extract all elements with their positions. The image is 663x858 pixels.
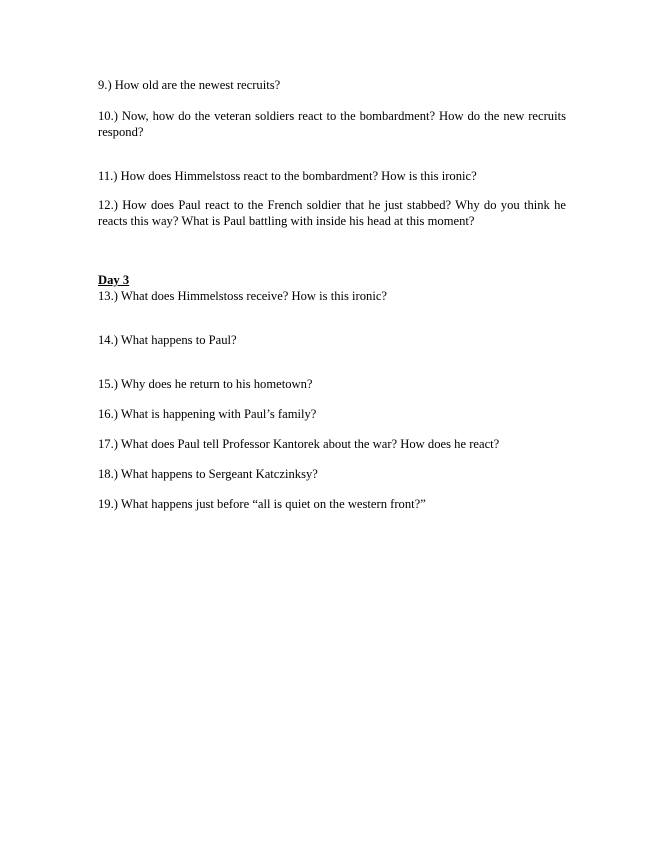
question-11: 11.) How does Himmelstoss react to the bombardment? How is this ironic? bbox=[98, 169, 477, 183]
question-18: 18.) What happens to Sergeant Katczinksy? bbox=[98, 467, 318, 481]
section-heading-day-3: Day 3 bbox=[98, 273, 130, 287]
question-12: 12.) How does Paul react to the French soldier that he just stabbed? Why do you think he reacts this way? What is Paul battling with inside his head at this moment? bbox=[98, 198, 566, 228]
question-13: 13.) What does Himmelstoss receive? How is this ironic? bbox=[98, 289, 388, 303]
question-15: 15.) Why does he return to his hometown? bbox=[98, 377, 313, 391]
question-9: 9.) How old are the newest recruits? bbox=[98, 78, 281, 92]
question-10: 10.) Now, how do the veteran soldiers react to the bombardment? How do the new recruits respond? bbox=[98, 109, 566, 139]
question-19: 19.) What happens just before “all is quiet on the western front?” bbox=[98, 497, 426, 511]
question-14: 14.) What happens to Paul? bbox=[98, 333, 237, 347]
question-17: 17.) What does Paul tell Professor Kantorek about the war? How does he react? bbox=[98, 437, 500, 451]
question-16: 16.) What is happening with Paul’s family? bbox=[98, 407, 317, 421]
